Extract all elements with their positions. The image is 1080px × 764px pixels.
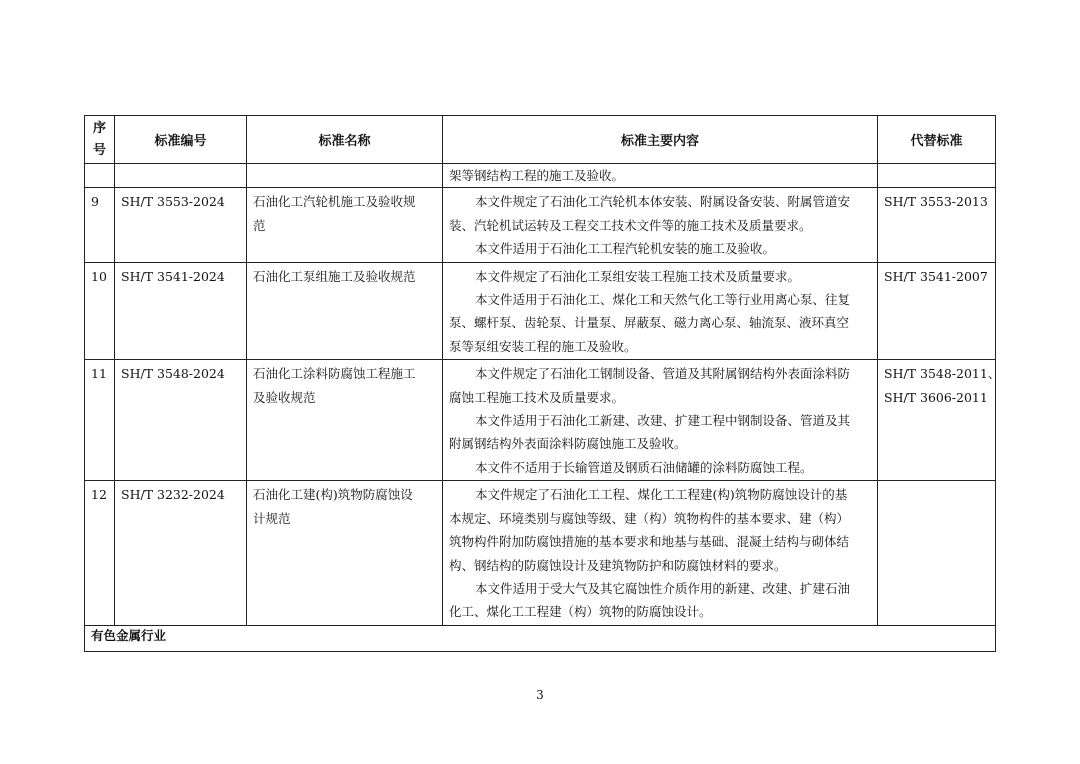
content-line: 本文件不适用于长输管道及钢质石油储罐的涂料防腐蚀工程。 xyxy=(475,459,813,475)
row-standard-code: SH/T 3548-2024 xyxy=(115,360,247,481)
section-row xyxy=(85,625,996,651)
continuation-empty-code xyxy=(115,164,247,188)
row-standard-content xyxy=(443,262,878,360)
content-line: 构、钢结构的防腐蚀设计及建筑物防护和防腐蚀材料的要求。 xyxy=(449,557,787,573)
row-replaced-standard xyxy=(878,262,996,360)
row-standard-content xyxy=(443,360,878,481)
content-line: 本文件规定了石油化工汽轮机本体安装、附属设备安装、附属管道安 xyxy=(475,194,851,210)
replaced-standard-line: SH/T 3548-2011、 xyxy=(884,366,1001,382)
row-number: 10 xyxy=(85,262,115,360)
continuation-empty-name xyxy=(247,164,443,188)
content-line: 本文件规定了石油化工钢制设备、管道及其附属钢结构外表面涂料防 xyxy=(475,366,851,382)
content-line: 本文件适用于受大气及其它腐蚀性介质作用的新建、改建、扩建石油 xyxy=(475,580,851,596)
content-line: 泵、螺杆泵、齿轮泵、计量泵、屏蔽泵、磁力离心泵、轴流泵、液环真空 xyxy=(449,315,850,331)
content-line: 本文件规定了石油化工工程、煤化工工程建(构)筑物防腐蚀设计的基 xyxy=(475,487,848,503)
content-line: 腐蚀工程施工技术及质量要求。 xyxy=(449,389,625,405)
standard-name-line: 石油化工汽轮机施工及验收规 xyxy=(253,194,416,210)
table-row xyxy=(85,262,996,360)
standards-table xyxy=(84,115,1001,652)
header-seq-line2: 号 xyxy=(92,142,106,158)
row-standard-name xyxy=(247,188,443,262)
row-replaced-standard xyxy=(878,360,1001,481)
standard-name-line: 石油化工泵组施工及验收规范 xyxy=(253,268,416,284)
row-standard-name xyxy=(247,360,443,481)
table-row xyxy=(85,360,996,481)
content-line: 本文件适用于石油化工工程汽轮机安装的施工及验收。 xyxy=(475,241,776,257)
row-replaced-standard xyxy=(878,481,996,625)
replaced-standard-line: SH/T 3606-2011 xyxy=(884,389,988,405)
page-number: 3 xyxy=(536,688,544,702)
section-title: 有色金属行业 xyxy=(85,625,996,651)
table-header-row xyxy=(85,116,996,164)
replaced-standard-line: SH/T 3553-2013 xyxy=(884,194,988,210)
row-standard-name xyxy=(247,262,443,360)
row-standard-code: SH/T 3232-2024 xyxy=(115,481,247,625)
continuation-row xyxy=(85,164,996,188)
content-line: 本文件适用于石油化工新建、改建、扩建工程中钢制设备、管道及其 xyxy=(475,413,851,429)
content-line: 化工、煤化工工程建（构）筑物的防腐蚀设计。 xyxy=(449,604,712,620)
replaced-standard-line: SH/T 3541-2007 xyxy=(884,268,988,284)
standard-name-line: 及验收规范 xyxy=(253,389,316,405)
header-code: 标准编号 xyxy=(115,116,247,164)
row-number: 9 xyxy=(85,188,115,262)
standard-name-line: 计规范 xyxy=(253,510,291,526)
content-line: 本文件规定了石油化工泵组安装工程施工技术及质量要求。 xyxy=(475,268,801,284)
content-line: 附属钢结构外表面涂料防腐蚀施工及验收。 xyxy=(449,436,687,452)
continuation-empty-replaced xyxy=(878,164,996,188)
header-name: 标准名称 xyxy=(247,116,443,164)
row-standard-code: SH/T 3553-2024 xyxy=(115,188,247,262)
standard-name-line: 石油化工涂料防腐蚀工程施工 xyxy=(253,366,416,382)
row-standard-name xyxy=(247,481,443,625)
continuation-empty-seq xyxy=(85,164,115,188)
row-number: 11 xyxy=(85,360,115,481)
continuation-text: 架等钢结构工程的施工及验收。 xyxy=(449,168,625,183)
row-standard-content xyxy=(443,188,878,262)
table-row xyxy=(85,481,996,625)
standard-name-line: 范 xyxy=(253,217,266,233)
row-standard-content xyxy=(443,481,878,625)
header-content: 标准主要内容 xyxy=(443,116,878,164)
row-number: 12 xyxy=(85,481,115,625)
continuation-content xyxy=(443,164,878,188)
standard-name-line: 石油化工建(构)筑物防腐蚀设 xyxy=(253,487,413,503)
row-standard-code: SH/T 3541-2024 xyxy=(115,262,247,360)
header-seq xyxy=(85,116,115,164)
header-replaced: 代替标准 xyxy=(878,116,996,164)
content-line: 本规定、环境类别与腐蚀等级、建（构）筑物构件的基本要求、建（构） xyxy=(449,510,850,526)
header-seq-line1: 序 xyxy=(92,120,106,136)
content-line: 装、汽轮机试运转及工程交工技术文件等的施工技术及质量要求。 xyxy=(449,217,812,233)
content-line: 泵等泵组安装工程的施工及验收。 xyxy=(449,338,637,354)
content-line: 筑物构件附加防腐蚀措施的基本要求和地基与基础、混凝土结构与砌体结 xyxy=(449,534,850,550)
content-line: 本文件适用于石油化工、煤化工和天然气化工等行业用离心泵、往复 xyxy=(475,292,851,308)
table-row xyxy=(85,188,996,262)
row-replaced-standard xyxy=(878,188,996,262)
